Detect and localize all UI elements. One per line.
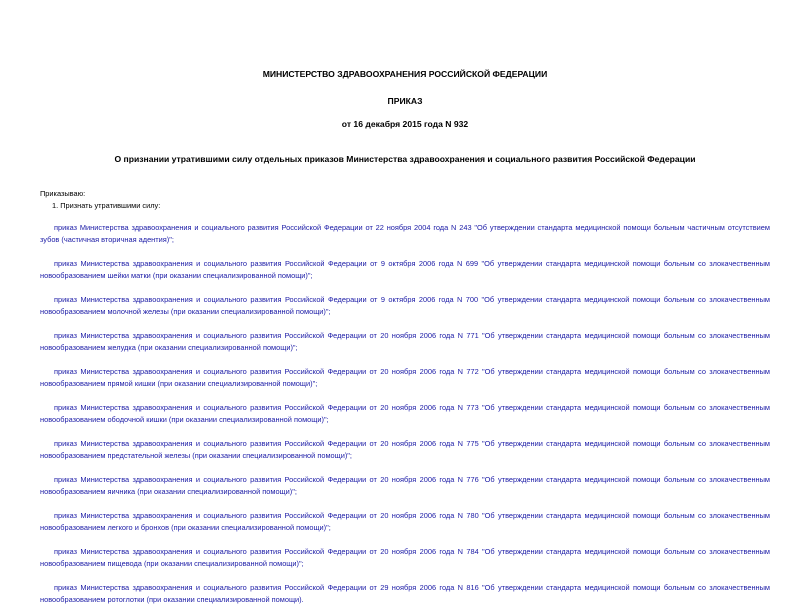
list-item bbox=[40, 402, 770, 426]
list-item bbox=[40, 366, 770, 390]
list-item bbox=[40, 438, 770, 462]
repealed-orders-list bbox=[40, 222, 770, 606]
list-item bbox=[40, 582, 770, 606]
intro-text: Приказываю: bbox=[40, 189, 86, 198]
order-link[interactable]: приказ Министерства здравоохранения и социального развития Российской Федерации от 29 ноября 2006 года N 816 "Об утверждении стандарта медицинской помощи больным со злокачественным новообразованием ротоглотки (при оказании специализированной помощи). bbox=[40, 583, 770, 604]
order-link[interactable]: приказ Министерства здравоохранения и социального развития Российской Федерации от 22 ноября 2004 года N 243 "Об утверждении стандарта медицинской помощи больным частичным отсутствием зубов (частичная вторичная адентия)"; bbox=[40, 223, 770, 244]
list-item bbox=[40, 474, 770, 498]
document-type-heading: ПРИКАЗ bbox=[387, 96, 423, 106]
order-link[interactable]: приказ Министерства здравоохранения и социального развития Российской Федерации от 20 ноября 2006 года N 771 "Об утверждении стандарта медицинской помощи больным со злокачественным новообразованием желудка (при оказании специализированной помощи)"; bbox=[40, 331, 770, 352]
order-link[interactable]: приказ Министерства здравоохранения и социального развития Российской Федерации от 20 ноября 2006 года N 776 "Об утверждении стандарта медицинской помощи больным со злокачественным новообразованием яичника (при оказании специализированной помощи)"; bbox=[40, 475, 770, 496]
date-number-heading: от 16 декабря 2015 года N 932 bbox=[341, 119, 469, 129]
order-link[interactable]: приказ Министерства здравоохранения и социального развития Российской Федерации от 20 ноября 2006 года N 780 "Об утверждении стандарта медицинской помощи больным со злокачественным новообразованием легкого и бронхов (при оказании специализированной помощи)"; bbox=[40, 511, 770, 532]
order-link[interactable]: приказ Министерства здравоохранения и социального развития Российской Федерации от 20 ноября 2006 года N 775 "Об утверждении стандарта медицинской помощи больным со злокачественным новообразованием предстательной железы (при оказании специализированной помощи)"; bbox=[40, 439, 770, 460]
order-link[interactable]: приказ Министерства здравоохранения и социального развития Российской Федерации от 9 октября 2006 года N 699 "Об утверждении стандарта медицинской помощи больным со злокачественным новообразованием шейки матки (при оказании специализированной помощи)"; bbox=[40, 259, 770, 280]
point-one-text: 1. Признать утратившими силу: bbox=[52, 201, 161, 210]
document-title: О признании утратившими силу отдельных приказов Министерства здравоохранения и социального развития Российской Федерации bbox=[114, 154, 696, 164]
order-link[interactable]: приказ Министерства здравоохранения и социального развития Российской Федерации от 20 ноября 2006 года N 772 "Об утверждении стандарта медицинской помощи больным со злокачественным новообразованием прямой кишки (при оказании специализированной помощи)"; bbox=[40, 367, 770, 388]
list-item bbox=[40, 330, 770, 354]
order-link[interactable]: приказ Министерства здравоохранения и социального развития Российской Федерации от 20 ноября 2006 года N 784 "Об утверждении стандарта медицинской помощи больным со злокачественным новообразованием пищевода (при оказании специализированной помощи)"; bbox=[40, 547, 770, 568]
order-link[interactable]: приказ Министерства здравоохранения и социального развития Российской Федерации от 9 октября 2006 года N 700 "Об утверждении стандарта медицинской помощи больным со злокачественным новообразованием молочной железы (при оказании специализированной помощи)"; bbox=[40, 295, 770, 316]
order-link[interactable]: приказ Министерства здравоохранения и социального развития Российской Федерации от 20 ноября 2006 года N 773 "Об утверждении стандарта медицинской помощи больным со злокачественным новообразованием ободочной кишки (при оказании специализированной помощи)"; bbox=[40, 403, 770, 424]
list-item bbox=[40, 546, 770, 570]
list-item bbox=[40, 222, 770, 246]
list-item bbox=[40, 294, 770, 318]
list-item bbox=[40, 258, 770, 282]
ministry-heading: МИНИСТЕРСТВО ЗДРАВООХРАНЕНИЯ РОССИЙСКОЙ ФЕДЕРАЦИИ bbox=[262, 69, 548, 79]
list-item bbox=[40, 510, 770, 534]
